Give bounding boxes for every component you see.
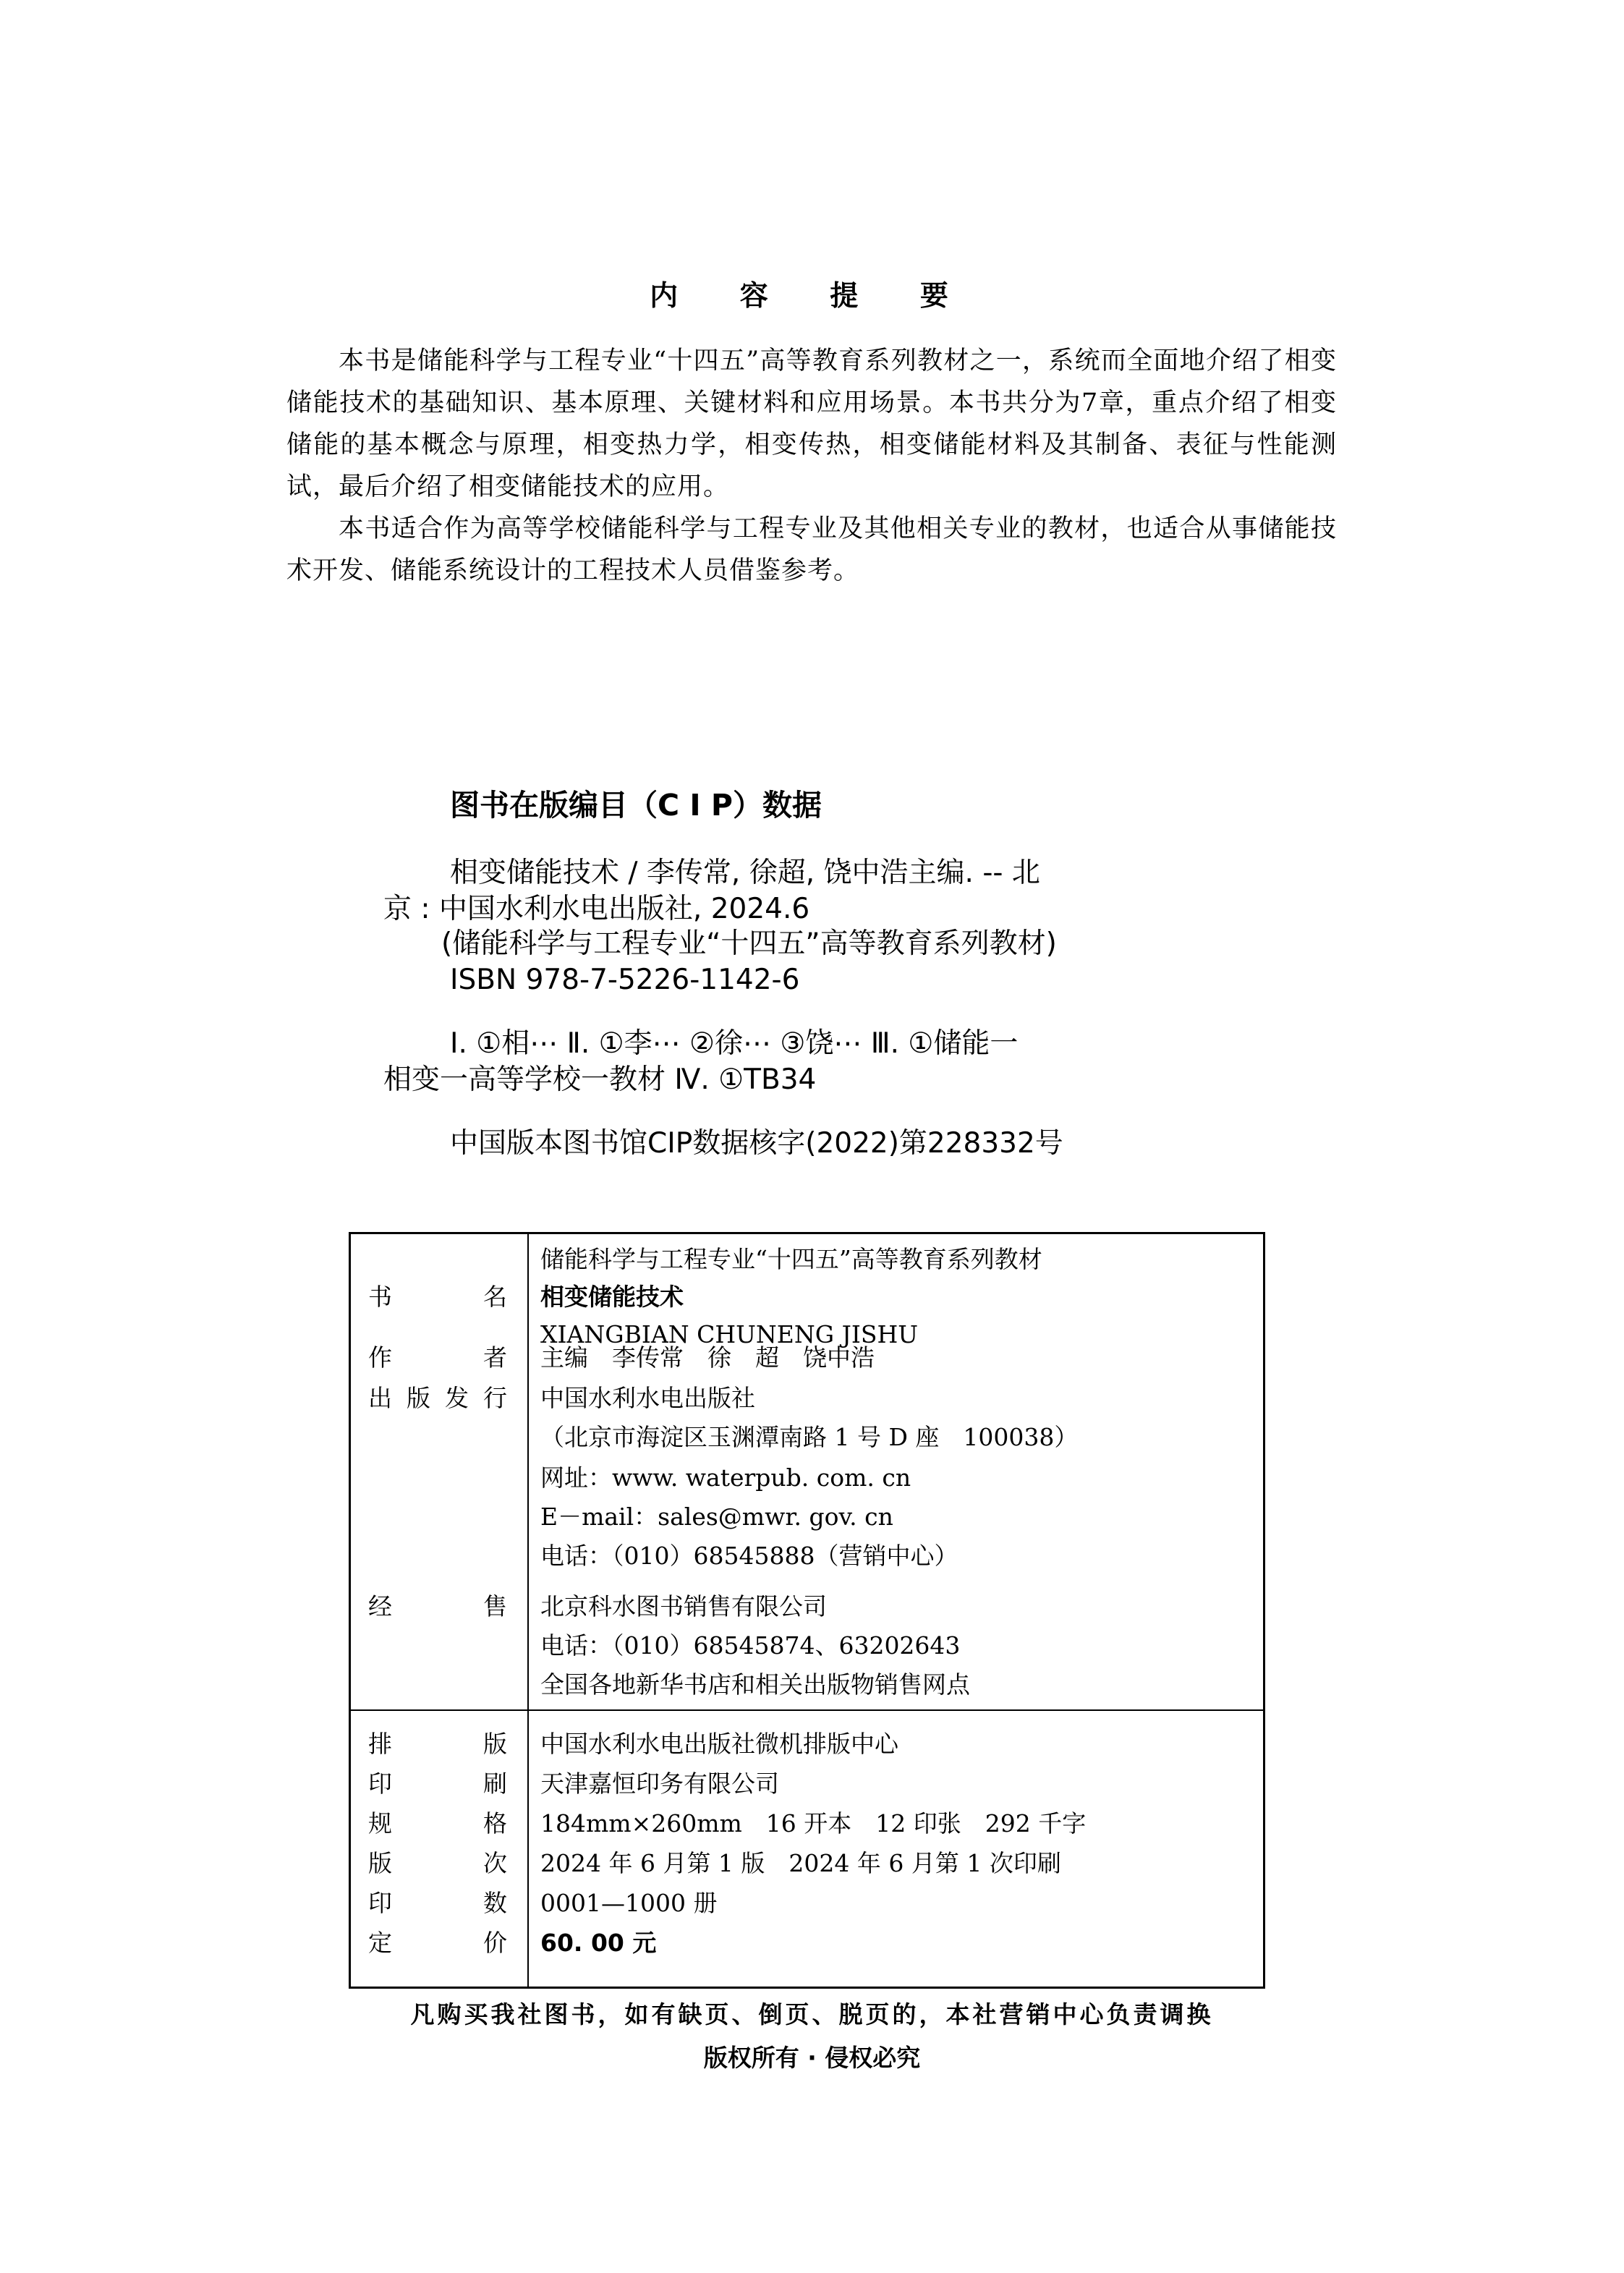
cip-line-6: 相变一高等学校一教材 Ⅳ. ①TB34 [383,1063,817,1096]
cip-line-3: (储能科学与工程专业“十四五”高等教育系列教材) [441,927,1057,960]
label-print-run: 印 数 [368,1889,507,1917]
value-publisher-address: （北京市海淀区玉渊潭南路 1 号 D 座 100038） [540,1423,1079,1451]
value-author: 主编 李传常 徐 超 饶中浩 [540,1343,875,1372]
cip-title: 图书在版编目（C I P）数据 [450,788,822,823]
label-publisher: 出 版 发 行 [368,1384,507,1412]
cip-line-5: Ⅰ. ①相⋯ Ⅱ. ①李⋯ ②徐⋯ ③饶⋯ Ⅲ. ①储能一 [450,1027,1019,1060]
cip-line-1: 相变储能技术 / 李传常, 徐超, 饶中浩主编. -- 北 [450,857,1040,889]
cip-line-4: ISBN 978-7-5226-1142-6 [450,964,800,996]
table-divider-vertical [527,1234,529,1987]
label-printing: 印 刷 [368,1769,507,1798]
value-book-title-pinyin: XIANGBIAN CHUNENG JISHU [540,1320,919,1348]
abstract-title: 内 容 提 要 [650,280,974,313]
label-edition: 版 次 [368,1849,507,1877]
value-print-run: 0001—1000 册 [540,1889,718,1917]
value-website: 网址：www. waterpub. com. cn [540,1463,911,1492]
label-specs: 规 格 [368,1809,507,1837]
value-book-title: 相变储能技术 [540,1283,684,1311]
value-series: 储能科学与工程专业“十四五”高等教育系列教材 [540,1245,1042,1273]
label-author: 作 者 [368,1343,507,1372]
value-distributor: 北京科水图书销售有限公司 [540,1592,827,1620]
footer-copyright: 版权所有 · 侵权必究 [703,2044,921,2072]
table-divider-horizontal [351,1709,1263,1711]
value-edition: 2024 年 6 月第 1 版 2024 年 6 月第 1 次印刷 [540,1849,1061,1877]
cip-line-7: 中国版本图书馆CIP数据核字(2022)第228332号 [450,1127,1063,1160]
label-price: 定 价 [368,1929,507,1957]
abstract-paragraph-2: 本书适合作为高等学校储能科学与工程专业及其他相关专业的教材，也适合从事储能技术开发、储能系统设计的工程技术人员借鉴参考。 [286,514,1337,585]
value-publisher: 中国水利水电出版社 [540,1384,755,1412]
value-distributor-network: 全国各地新华书店和相关出版物销售网点 [540,1670,970,1699]
cip-line-2: 京 : 中国水利水电出版社, 2024.6 [383,893,810,925]
value-distributor-phone: 电话：（010）68545874、63202643 [540,1631,961,1660]
value-specs: 184mm×260mm 16 开本 12 印张 292 千字 [540,1809,1087,1837]
label-typesetting: 排 版 [368,1730,507,1758]
imprint-table [349,1232,1265,1989]
value-email: E－mail：sales@mwr. gov. cn [540,1503,893,1531]
value-price: 60. 00 元 [540,1929,657,1957]
abstract-paragraph-1: 本书是储能科学与工程专业“十四五”高等教育系列教材之一，系统而全面地介绍了相变储能技术的基础知识、基本原理、关键材料和应用场景。本书共分为7章，重点介绍了相变储能的基本概念与原理，相变热力学，相变传热，相变储能材料及其制备、表征与性能测试，最后介绍了相变储能技术的应用。 [286,347,1337,501]
footer-notice: 凡购买我社图书，如有缺页、倒页、脱页的，本社营销中心负责调换 [410,2000,1214,2028]
value-printing: 天津嘉恒印务有限公司 [540,1769,779,1798]
label-book-title: 书 名 [368,1283,507,1311]
value-typesetting: 中国水利水电出版社微机排版中心 [540,1730,898,1758]
label-distributor: 经 售 [368,1592,507,1620]
value-phone: 电话：（010）68545888（营销中心） [540,1542,958,1570]
